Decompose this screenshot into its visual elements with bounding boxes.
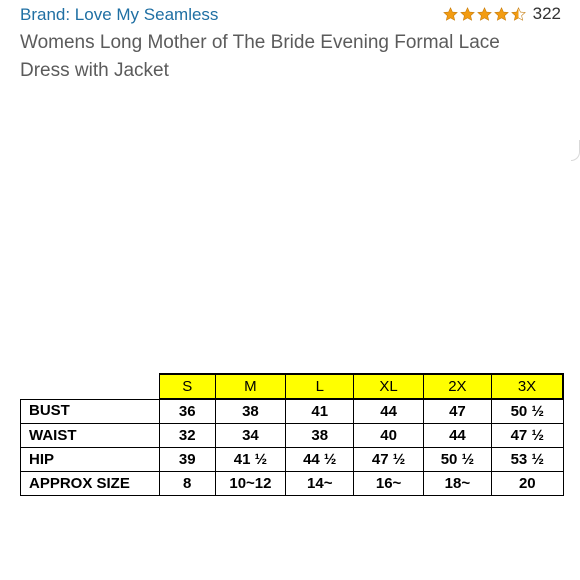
size-value-cell: 44 ½ [286, 448, 354, 472]
size-value-cell: 34 [215, 424, 285, 448]
size-value-cell: 41 [286, 399, 354, 424]
size-value-cell: 47 ½ [492, 424, 563, 448]
size-value-cell: 8 [159, 472, 215, 496]
measurement-label: HIP [21, 448, 160, 472]
size-value-cell: 47 [423, 399, 491, 424]
size-column-header: M [215, 374, 285, 399]
size-value-cell: 38 [215, 399, 285, 424]
size-value-cell: 14~ [286, 472, 354, 496]
size-value-cell: 41 ½ [215, 448, 285, 472]
size-column-header: 3X [492, 374, 563, 399]
size-header-row [21, 374, 564, 399]
size-row [21, 448, 564, 472]
star-icon [493, 6, 510, 23]
size-column-header: 2X [423, 374, 491, 399]
size-value-cell: 47 ½ [354, 448, 423, 472]
measurement-label: WAIST [21, 424, 160, 448]
size-value-cell: 39 [159, 448, 215, 472]
size-row [21, 399, 564, 424]
empty-header-cell [21, 374, 160, 399]
size-chart [20, 373, 564, 496]
size-row [21, 424, 564, 448]
size-value-cell: 20 [492, 472, 563, 496]
star-icon [459, 6, 476, 23]
half-star-icon [510, 6, 527, 23]
star-icon [442, 6, 459, 23]
size-value-cell: 44 [423, 424, 491, 448]
brand-link[interactable]: Brand: Love My Seamless [20, 5, 219, 24]
size-value-cell: 18~ [423, 472, 491, 496]
star-icon [476, 6, 493, 23]
measurement-label: BUST [21, 399, 160, 424]
size-row [21, 472, 564, 496]
size-value-cell: 53 ½ [492, 448, 563, 472]
scroll-edge [571, 140, 580, 161]
size-value-cell: 10~12 [215, 472, 285, 496]
rating-summary[interactable] [442, 4, 561, 24]
size-column-header: L [286, 374, 354, 399]
size-column-header: S [159, 374, 215, 399]
size-value-cell: 50 ½ [423, 448, 491, 472]
size-value-cell: 32 [159, 424, 215, 448]
measurement-label: APPROX SIZE [21, 472, 160, 496]
size-column-header: XL [354, 374, 423, 399]
size-value-cell: 40 [354, 424, 423, 448]
size-value-cell: 16~ [354, 472, 423, 496]
size-value-cell: 44 [354, 399, 423, 424]
size-value-cell: 50 ½ [492, 399, 563, 424]
product-title: Womens Long Mother of The Bride Evening Formal Lace Dress with Jacket [20, 32, 500, 81]
size-value-cell: 38 [286, 424, 354, 448]
size-value-cell: 36 [159, 399, 215, 424]
star-rating[interactable] [442, 6, 527, 23]
review-count[interactable]: 322 [532, 4, 561, 23]
